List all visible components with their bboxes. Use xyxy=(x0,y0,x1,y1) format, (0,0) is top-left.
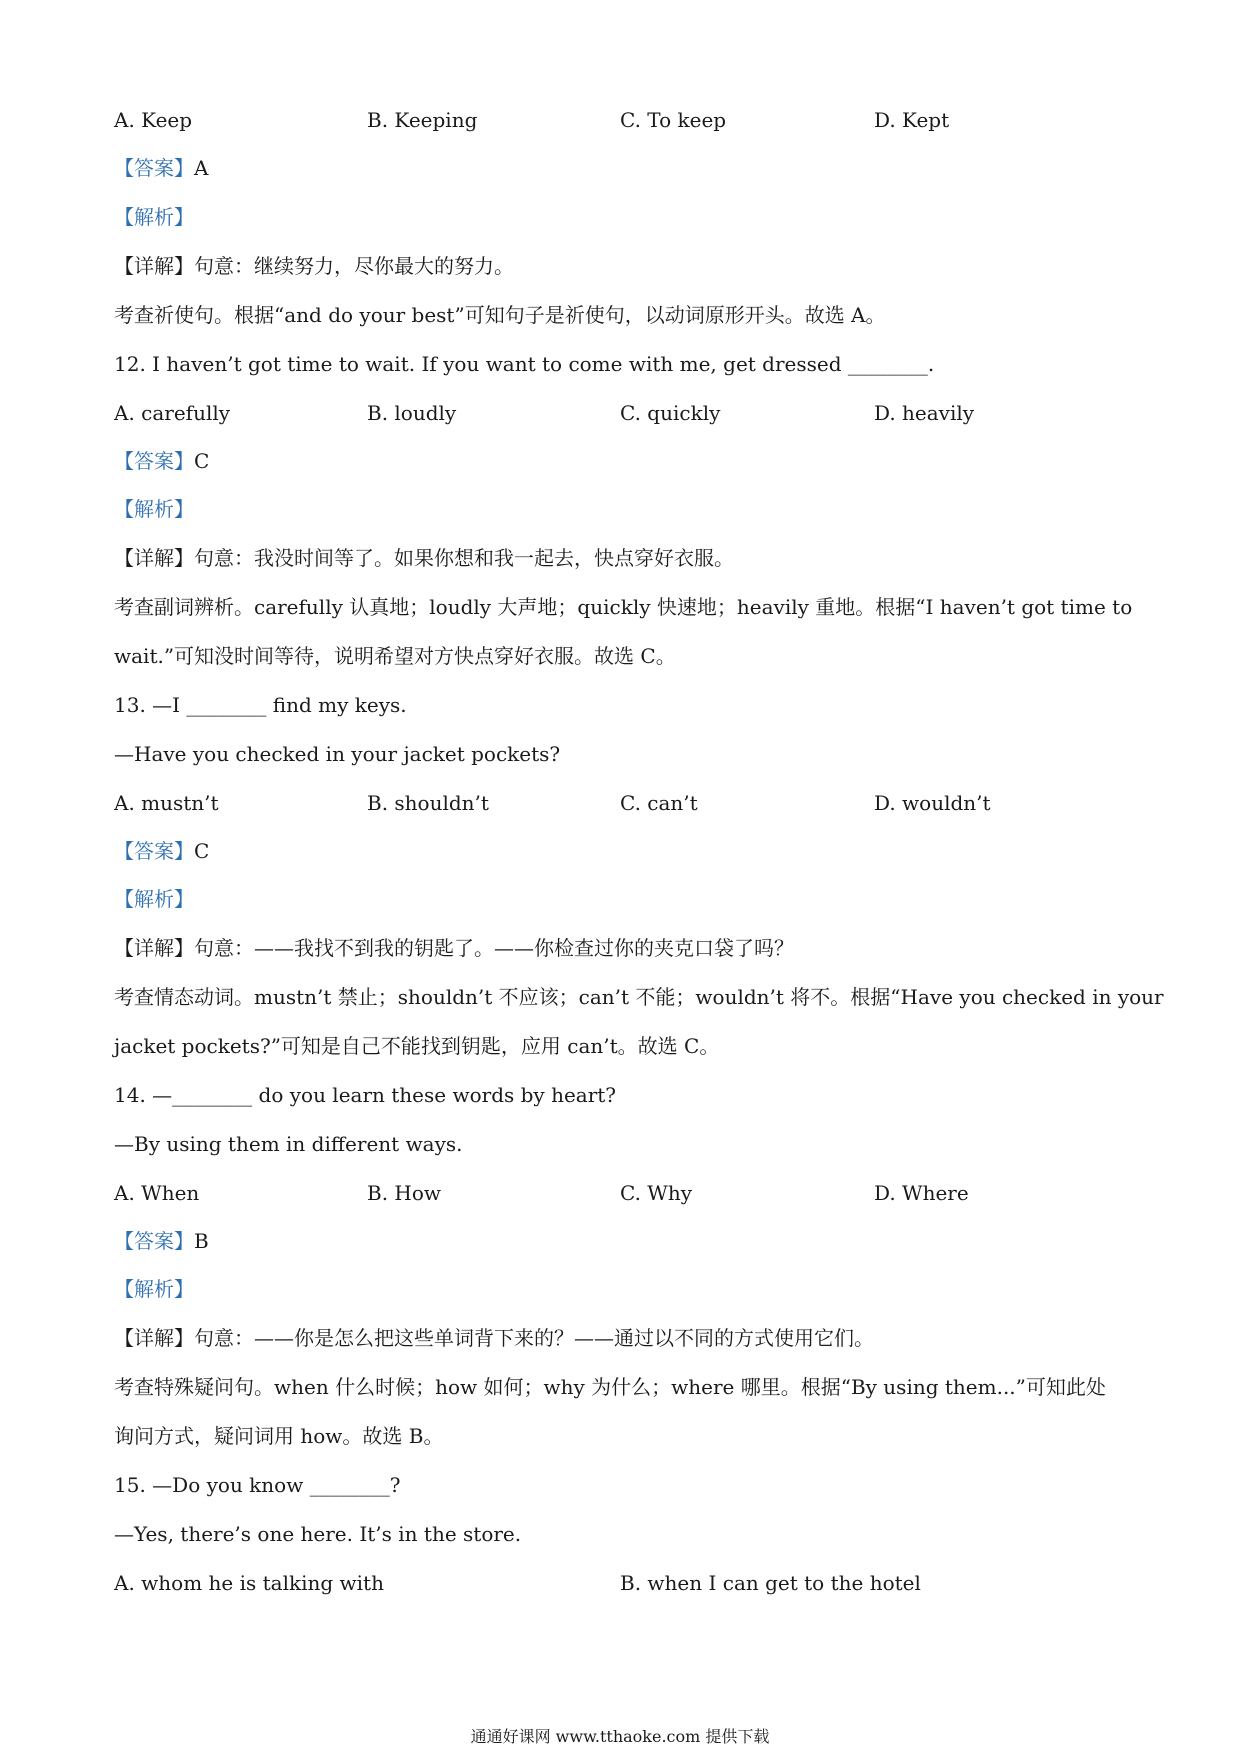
explanation-line: 考查特殊疑问句。when 什么时候；how 如何；why 为什么；where 哪里。根据“By using them...”可知此处 xyxy=(114,1375,1106,1399)
answer-tag: 【答案】 xyxy=(114,839,194,863)
option-c: C. can’t xyxy=(620,791,698,815)
question-stem-reply: —By using them in different ways. xyxy=(114,1132,463,1156)
answer-value: C xyxy=(194,839,210,863)
explanation-line: 考查副词辨析。carefully 认真地；loudly 大声地；quickly 快速地；heavily 重地。根据“I haven’t got time to xyxy=(114,595,1133,619)
explanation-line: 考查祈使句。根据“and do your best”可知句子是祈使句，以动词原形开头。故选 A。 xyxy=(114,303,886,327)
answer-line xyxy=(114,154,208,182)
option-b: B. loudly xyxy=(367,401,457,425)
explanation-line: wait.”可知没时间等待，说明希望对方快点穿好衣服。故选 C。 xyxy=(114,644,676,668)
question-stem: 13. —I ________ find my keys. xyxy=(114,693,407,717)
answer-value: A xyxy=(194,156,209,180)
answer-tag: 【答案】 xyxy=(114,156,194,180)
option-a: A. carefully xyxy=(114,401,231,425)
option-d: D. Where xyxy=(874,1181,969,1205)
option-b: B. How xyxy=(367,1181,442,1205)
page-footer: 通通好课网 www.tthaoke.com 提供下载 xyxy=(470,1727,770,1746)
option-b: B. Keeping xyxy=(367,108,478,132)
answer-line xyxy=(114,447,209,475)
answer-line xyxy=(114,1227,209,1255)
detail-line: 【详解】句意：我没时间等了。如果你想和我一起去，快点穿好衣服。 xyxy=(114,546,734,570)
explanation-line: 考查情态动词。mustn’t 禁止；shouldn’t 不应该；can’t 不能；wouldn’t 将不。根据“Have you checked in your xyxy=(114,985,1164,1009)
option-c: C. Why xyxy=(620,1181,693,1205)
answer-value: B xyxy=(194,1229,209,1253)
option-a: A. Keep xyxy=(114,108,193,132)
option-c: C. quickly xyxy=(620,401,721,425)
explanation-line: 询问方式，疑问词用 how。故选 B。 xyxy=(114,1424,444,1448)
explanation-line: jacket pockets?”可知是自己不能找到钥匙，应用 can’t。故选 C。 xyxy=(114,1034,720,1058)
detail-line: 【详解】句意：——你是怎么把这些单词背下来的？——通过以不同的方式使用它们。 xyxy=(114,1326,874,1350)
analysis-tag: 【解析】 xyxy=(114,205,194,229)
answer-line xyxy=(114,837,209,865)
option-a: A. mustn’t xyxy=(114,791,219,815)
question-stem: 12. I haven’t got time to wait. If you want to come with me, get dressed ________. xyxy=(114,352,935,376)
question-stem: 15. —Do you know ________? xyxy=(114,1473,401,1497)
option-c: C. To keep xyxy=(620,108,727,132)
answer-value: C xyxy=(194,449,210,473)
detail-line: 【详解】句意：继续努力，尽你最大的努力。 xyxy=(114,254,514,278)
option-d: D. Kept xyxy=(874,108,950,132)
answer-tag: 【答案】 xyxy=(114,449,194,473)
question-stem-reply: —Have you checked in your jacket pockets? xyxy=(114,742,561,766)
analysis-tag: 【解析】 xyxy=(114,1277,194,1301)
analysis-tag: 【解析】 xyxy=(114,887,194,911)
detail-line: 【详解】句意：——我找不到我的钥匙了。——你检查过你的夹克口袋了吗？ xyxy=(114,936,794,960)
answer-tag: 【答案】 xyxy=(114,1229,194,1253)
analysis-tag: 【解析】 xyxy=(114,497,194,521)
question-stem-reply: —Yes, there’s one here. It’s in the store. xyxy=(114,1522,522,1546)
question-stem: 14. —________ do you learn these words by heart? xyxy=(114,1083,617,1107)
option-d: D. wouldn’t xyxy=(874,791,991,815)
option-b: B. when I can get to the hotel xyxy=(620,1571,921,1595)
option-a: A. whom he is talking with xyxy=(114,1571,384,1595)
option-d: D. heavily xyxy=(874,401,975,425)
option-a: A. When xyxy=(114,1181,200,1205)
option-b: B. shouldn’t xyxy=(367,791,489,815)
